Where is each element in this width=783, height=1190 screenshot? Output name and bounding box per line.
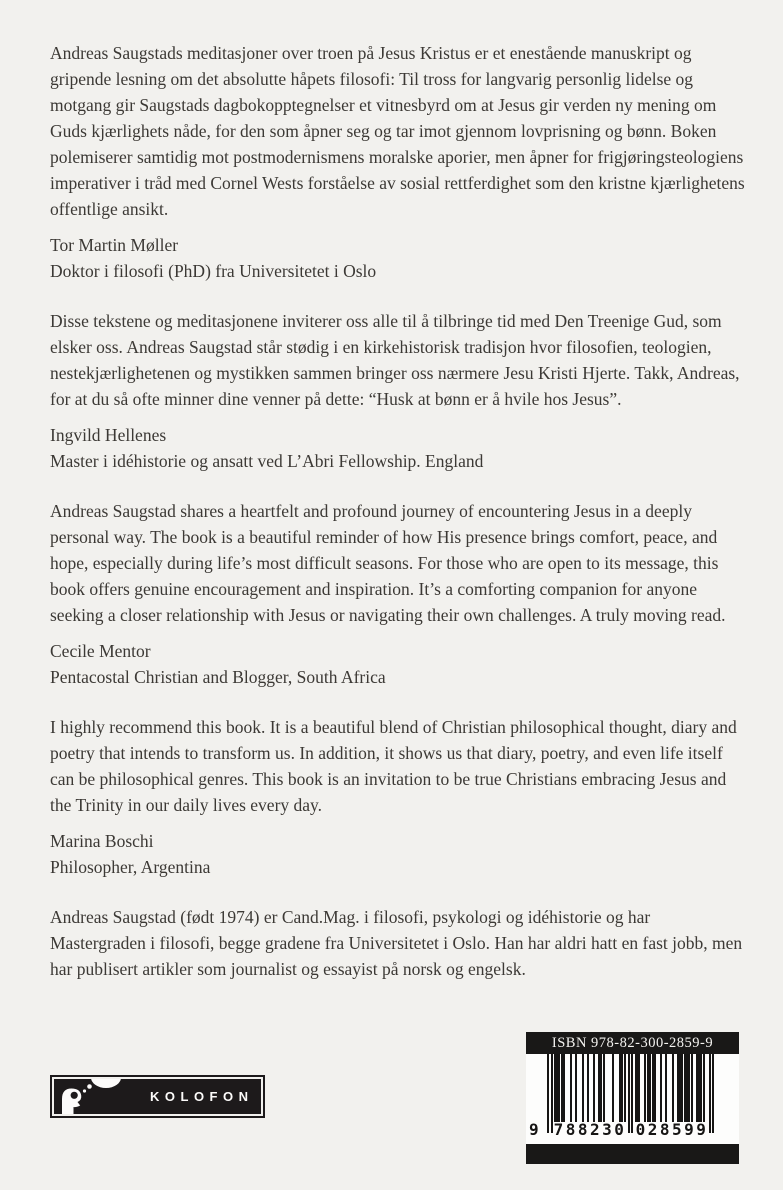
endorsements-column	[50, 40, 745, 982]
ean-digit-group1: 788230	[553, 1120, 627, 1139]
blurb-credential: Master i idéhistorie og ansatt ved L’Abri Fellowship. England	[50, 451, 484, 471]
blurb-quote: I highly recommend this book. It is a beautiful blend of Christian philosophical thought, diary and poetry that intends to transform us. In addition, it shows us that diary, poetry, and even life itself can be philosophical genres. This book is an invitation to be true Christians embracing Jesus and the Trinity in our daily lives every day.	[50, 717, 737, 815]
blurb-quote: Disse tekstene og meditasjonene inviterer oss alle til å tilbringe tid med Den Treenige Gud, som elsker oss. Andreas Saugstad står stødig i en kirkehistorisk tradisjon hvor filosofien, teologien, nestekjærlighetenen og mystikken sammen bringer oss nærmere Jesu Kristi Hjerte. Takk, Andreas, for at du så ofte minner dine venner på dette: “Husk at bønn er å hvile hos Jesus”.	[50, 311, 740, 409]
blurb-credential: Doktor i filosofi (PhD) fra Universitetet i Oslo	[50, 261, 377, 281]
ean-digit-lead: 9	[529, 1120, 539, 1139]
author-bio: Andreas Saugstad (født 1974) er Cand.Mag. i filosofi, psykologi og idéhistorie og har Mastergraden i filosofi, begge gradene fra Universitetet i Oslo. Han har aldri hatt en fast jobb, men har publisert artikler som journalist og essayist på norsk og engelsk.	[50, 907, 743, 979]
isbn-label: ISBN 978-82-300-2859-9	[526, 1032, 739, 1054]
ean-digit-group2: 028599	[635, 1120, 709, 1139]
ean-barcode	[526, 1054, 739, 1144]
blurb-credential: Pentacostal Christian and Blogger, South Africa	[50, 667, 386, 687]
blurb-attribution	[50, 828, 745, 880]
isbn-block	[526, 1032, 739, 1164]
blurb-author: Marina Boschi	[50, 831, 154, 851]
blurb-author: Tor Martin Møller	[50, 235, 179, 255]
blurb-quote: Andreas Saugstad shares a heartfelt and profound journey of encountering Jesus in a deeply personal way. The book is a beautiful reminder of how His presence brings comfort, peace, and hope, especially during life’s most difficult seasons. For those who are open to its message, this book offers genuine encouragement and inspiration. It’s a comforting companion for anyone seeking a closer relationship with Jesus or navigating their own challenges. A truly moving read.	[50, 501, 726, 625]
publisher-name: KOLOFON	[150, 1089, 254, 1104]
isbn-bottom-bar	[526, 1144, 739, 1164]
kolofon-logo-box	[54, 1079, 261, 1114]
blurb-attribution	[50, 232, 745, 284]
blurb-author: Ingvild Hellenes	[50, 425, 167, 445]
blurb-quote: Andreas Saugstads meditasjoner over troen på Jesus Kristus er et enestående manuskript og gripende lesning om det absolutte håpets filosofi: Til tross for langvarig personlig lidelse og motgang gir Saugstads dagbokopptegnelser et vitnesbyrd om at Jesus gir verden ny mening om Guds kjærlighets nåde, for den som åpner seg og tar imot gjennom lovprisning og bønn. Boken polemiserer samtidig mot postmodernismens moralske aporier, men åpner for frigjøringsteologiens imperativer i tråd med Cornel Wests forståelse av sosial rettferdighet som den kristne kjærlighetens offentlige ansikt.	[50, 43, 745, 219]
blurb-attribution	[50, 422, 745, 474]
blurb-author: Cecile Mentor	[50, 641, 151, 661]
blurb-attribution	[50, 638, 745, 690]
thinker-head-thought-bubble-icon	[54, 1079, 138, 1114]
blurb-credential: Philosopher, Argentina	[50, 857, 211, 877]
publisher-logo	[50, 1075, 265, 1118]
